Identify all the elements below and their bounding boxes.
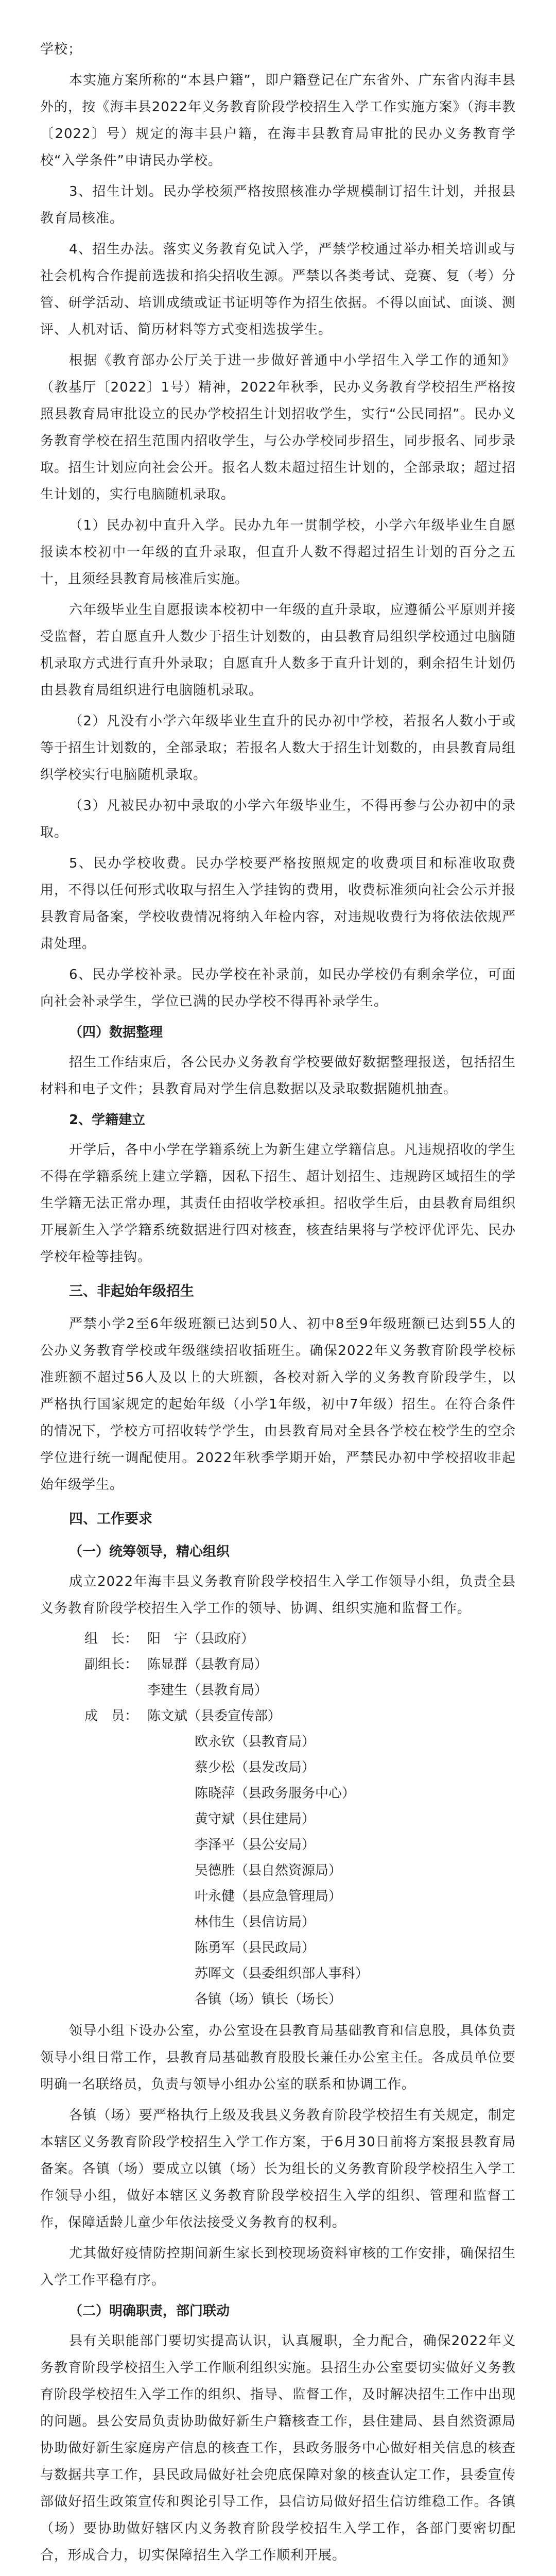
member-item: 吴德胜（县自然资源局） xyxy=(195,1863,342,1878)
leadership-role: 副组长： xyxy=(84,1657,138,1672)
paragraph: 3、招生计划。民办学校须严格按照核准办学规模制订招生计划，并报县教育局核准。 xyxy=(40,184,516,226)
leadership-row xyxy=(40,1652,516,1677)
section-heading: 三、非起始年级招生 xyxy=(69,1283,194,1299)
section-heading: （一）统筹领导，精心组织 xyxy=(69,1544,230,1560)
paragraph: 招生工作结束后，各公民办义务教育学校要做好数据整理报送，包括招生材料和电子文件；县教育局对学生信息数据以及录取数据随机抽查。 xyxy=(40,1055,516,1097)
member-item: 苏晖文（县委组织部人事科） xyxy=(195,1966,369,1981)
paragraph: 本实施方案所称的“本县户籍”，即户籍登记在广东省外、广东省内海丰县外的，按《海丰县2022年义务教育阶段学校招生入学工作实施方案》（海丰教〔2022〕号）规定的海丰县户籍，在海丰县教育局审批的民办义务教育学校“入学条件”申请民办学校。 xyxy=(40,73,516,168)
leadership-name: 李建生（县教育局） xyxy=(147,1683,268,1698)
member-item: 李泽平（县公安局） xyxy=(195,1837,316,1853)
leadership-role xyxy=(40,1677,147,1703)
paragraph: 六年级毕业生自愿报读本校初中一年级的直升录取，应遵循公平原则并接受监督，若自愿直升人数少于招生计划数的，由县教育局组织学校通过电脑随机录取方式进行直升外录取；自愿直升人数多于直升计划的，剩余招生计划仍由县教育局组织进行电脑随机录取。 xyxy=(40,602,516,698)
paragraph: 严禁小学2至6年级班额已达到50人、初中8至9年级班额已达到55人的公办义务教育学校或年级继续招收插班生。确保2022年义务教育阶段学校标准班额不超过56人及以上的大班额，各校对新入学的义务教育阶段学生，以严格执行国家规定的起始年级（小学1年级，初中7年级）招生。在符合条件的情况下，学校方可招收转学学生，由县教育局对全县各学校在校学生的空余学位进行统一调配使用。2022年秋季学期开始，严禁民办初中学校招收非起始年级学生。 xyxy=(40,1316,516,1493)
paragraph: 4、招生办法。落实义务教育免试入学，严禁学校通过举办相关培训或与社会机构合作提前选拔和掐尖招收生源。严禁以各类考试、竞赛、复（考）分管、研学活动、培训成绩或证书证明等作为招生依据。不得以面试、面谈、测评、人机对话、简历材料等方式变相选拔学生。 xyxy=(40,242,516,337)
paragraph: 尤其做好疫情防控期间新生家长到校现场资料审核的工作安排，确保招生入学工作平稳有序。 xyxy=(40,2246,516,2288)
leadership-row xyxy=(40,1626,516,1652)
member-item: 欧永钦（县教育局） xyxy=(195,1734,316,1750)
paragraph: （3）凡被民办初中录取的小学六年级毕业生，不得再参与公办初中的录取。 xyxy=(40,798,516,840)
leadership-name: 阳 宇（县政府） xyxy=(147,1631,255,1647)
leadership-name: 陈显群（县教育局） xyxy=(147,1657,268,1672)
paragraph: 成立2022年海丰县义务教育阶段学校招生入学工作领导小组，负责全县义务教育阶段学校招生入学工作的领导、协调、组织实施和监督工作。 xyxy=(40,1574,516,1616)
document-body xyxy=(40,36,516,2576)
leadership-list xyxy=(40,1626,516,2012)
section-heading: 四、工作要求 xyxy=(69,1511,152,1527)
member-item: 黄守斌（县住建局） xyxy=(195,1811,316,1827)
paragraph: 5、民办学校收费。民办学校要严格按照规定的收费项目和标准收取费用，不得以任何形式收取与招生入学挂钩的费用，收费标准须向社会公示并报县教育局备案，学校收费情况将纳入年检内容，对违规收费行为将依法依规严肃处理。 xyxy=(40,856,516,952)
section-heading: （二）明确职责，部门联动 xyxy=(69,2303,230,2319)
section-heading: （四）数据整理 xyxy=(69,1025,163,1040)
member-item: 蔡少松（县发改局） xyxy=(195,1760,316,1775)
paragraph: （2）凡没有小学六年级毕业生直升的民办初中学校，若报名人数小于或等于招生计划数的，全部录取；若报名人数大于招生计划数的，由县教育局组织学校实行电脑随机录取。 xyxy=(40,714,516,783)
member-item: 陈勇军（县民政局） xyxy=(195,1940,316,1956)
leadership-row xyxy=(40,1677,516,1703)
paragraph: 县有关职能部门要切实提高认识，认真履职，全力配合，确保2022年义务教育阶段学校招生入学工作顺利组织实施。县招生办公室要切实做好义务教育阶段学校招生入学工作的组织、指导、监督工作，及时解决招生工作中出现的问题。县公安局负责协助做好新生户籍核查工作，县住建局、县自然资源局协助做好新生家庭房产信息的核查工作，县政务服务中心做好相关信息的核查与数据共享工作，县民政局做好社会兜底保障对象的核查认定工作，县委宣传部做好招生政策宣传和舆论引导工作，县信访局做好招生信访维稳工作。各镇（场）要协助做好辖区内义务教育阶段学校招生入学工作，各部门要密切配合，形成合力，切实保障招生入学工作顺利开展。 xyxy=(40,2333,516,2563)
member-item: 叶永健（县应急管理局） xyxy=(195,1889,342,1904)
member-item: 陈晓萍（县政务服务中心） xyxy=(195,1786,356,1801)
leadership-role: 组 长： xyxy=(84,1631,138,1647)
paragraph: 根据《教育部办公厅关于进一步做好普通中小学招生入学工作的通知》（教基厅〔2022〕1号）精神，2022年秋季，民办义务教育学校招生严格按照县教育局审批设立的民办学校招生计划招收学生，实行“公民同招”。民办义务教育学校在招生范围内招收学生，与公办学校同步招生，同步报名、同步录取。招生计划应向社会公开。报名人数未超过招生计划的，全部录取；超过招生计划的，实行电脑随机录取。 xyxy=(40,353,516,502)
member-item: 各镇（场）镇长（场长） xyxy=(195,1992,342,2007)
leadership-row xyxy=(40,1703,516,1729)
paragraph: 6、民办学校补录。民办学校在补录前，如民办学校仍有剩余学位，可面向社会补录学生，学位已满的民办学校不得再补录学生。 xyxy=(40,967,516,1009)
leadership-role: 成 员： xyxy=(84,1708,138,1724)
member-item: 林伟生（县信访局） xyxy=(195,1914,316,1930)
paragraph: 学校； xyxy=(40,42,82,57)
paragraph: 各镇（场）要严格执行上级及我县义务教育阶段学校招生有关规定，制定本辖区义务教育阶段学校招生入学工作方案，于6月30日前将方案报县教育局备案。各镇（场）要成立以镇（场）长为组长的义务教育阶段学校招生入学工作领导小组，做好本辖区义务教育阶段学校招生入学的组织、管理和监督工作，保障适龄儿童少年依法接受义务教育的权利。 xyxy=(40,2108,516,2230)
leadership-name: 陈文斌（县委宣传部） xyxy=(147,1708,282,1724)
paragraph: 领导小组下设办公室，办公室设在县教育局基础教育和信息股，具体负责领导小组日常工作，县教育局基础教育股股长兼任办公室主任。各成员单位要明确一名联络员，负责与领导小组办公室的联系和协调工作。 xyxy=(40,2023,516,2092)
paragraph: （1）民办初中直升入学。民办九年一贯制学校，小学六年级毕业生自愿报读本校初中一年级的直升录取，但直升人数不得超过招生计划的百分之五十，且须经县教育局核准后实施。 xyxy=(40,518,516,587)
section-heading xyxy=(69,2573,516,2576)
section-heading: 2、学籍建立 xyxy=(69,1112,146,1128)
paragraph: 开学后，各中小学在学籍系统上为新生建立学籍信息。凡违规招收的学生不得在学籍系统上建立学籍，因私下招生、超计划招生、违规跨区域招生的学生学籍无法正常办理，其责任由招收学校承担。招收学生后，由县教育局组织开展新生入学学籍系统数据进行四对核查，核查结果将与学校评优评先、民办学校年检等挂钩。 xyxy=(40,1142,516,1265)
